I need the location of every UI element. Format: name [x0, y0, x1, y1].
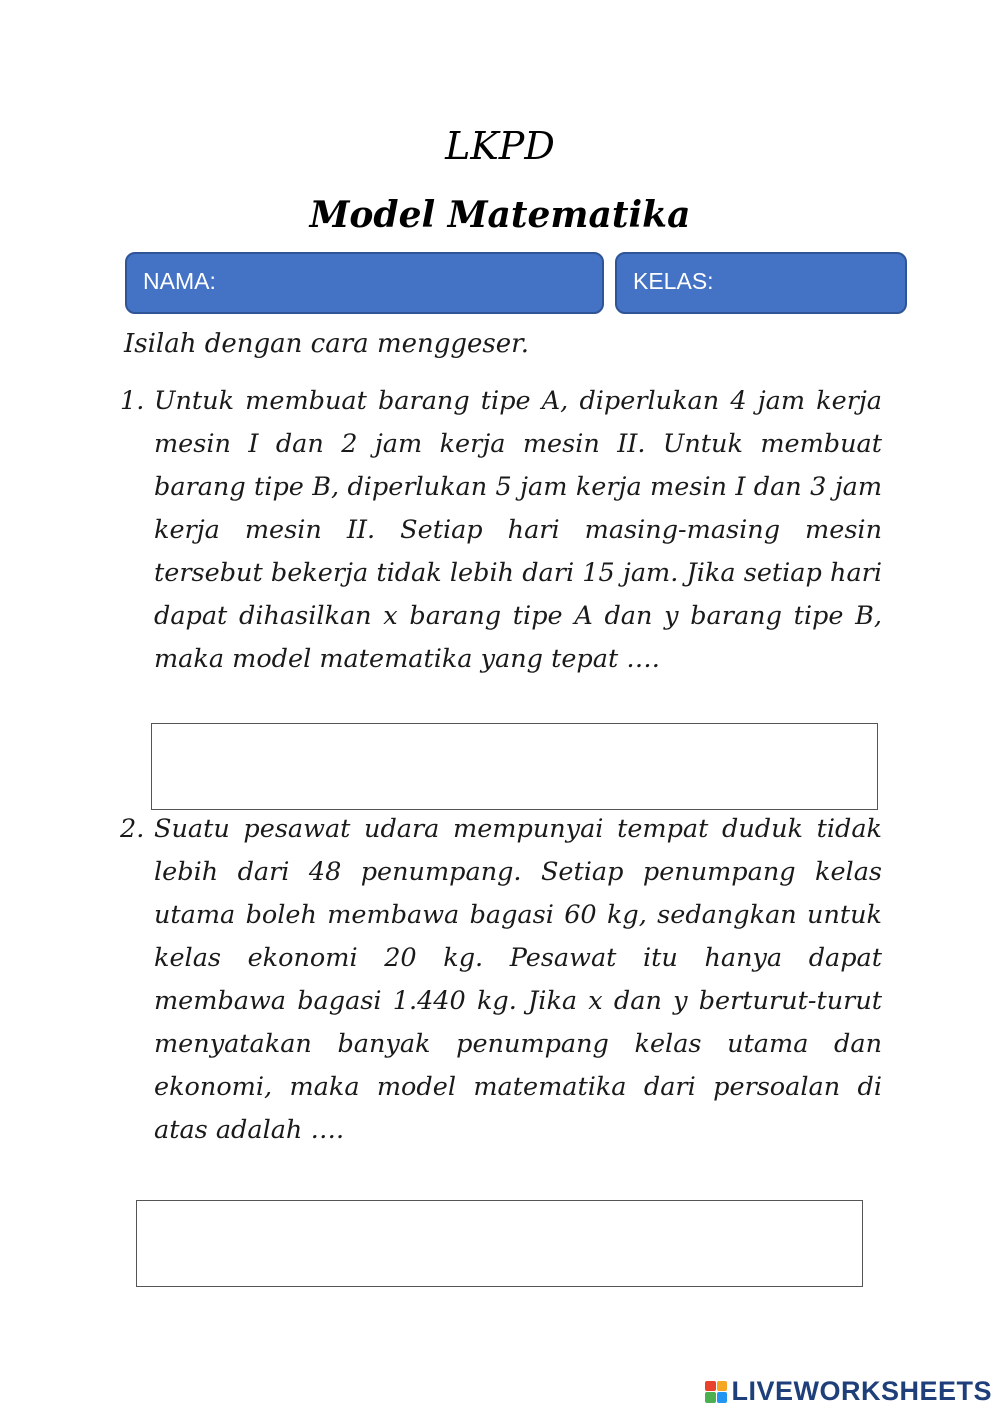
question-1 [120, 380, 882, 681]
name-field[interactable] [125, 252, 604, 314]
logo-square [705, 1381, 716, 1392]
instruction-text: Isilah dengan cara menggeser. [124, 329, 529, 359]
liveworksheets-logo-icon [705, 1381, 727, 1403]
answer-drop-box-2[interactable] [136, 1200, 863, 1287]
name-field-label: NAMA: [143, 268, 216, 294]
logo-square [705, 1392, 716, 1403]
question-2 [120, 808, 882, 1152]
logo-square [717, 1392, 728, 1403]
logo-square [717, 1381, 728, 1392]
liveworksheets-brand [705, 1376, 992, 1407]
answer-drop-box-1[interactable] [151, 723, 878, 810]
question-text: Suatu pesawat udara mempunyai tempat duduk tidak lebih dari 48 penumpang. Setiap penumpang kelas utama boleh membawa bagasi 60 kg, sedangkan untuk kelas ekonomi 20 kg. Pesawat itu hanya dapat membawa bagasi 1.440 kg. Jika x dan y berturut-turut menyatakan banyak penumpang kelas utama dan ekonomi, maka model matematika dari persoalan di atas adalah …. [154, 814, 882, 1145]
question-text: Untuk membuat barang tipe A, diperlukan 4 jam kerja mesin I dan 2 jam kerja mesin II. Untuk membuat barang tipe B, diperlukan 5 jam kerja mesin I dan 3 jam kerja mesin II. Setiap hari masing-masing mesin tersebut bekerja tidak lebih dari 15 jam. Jika setiap hari dapat dihasilkan x barang tipe A dan y barang tipe B, maka model matematika yang tepat …. [154, 386, 882, 674]
class-field[interactable] [615, 252, 907, 314]
worksheet-subtitle: Model Matematika [309, 194, 691, 236]
worksheet-title: LKPD [445, 124, 555, 168]
question-number: 2. [120, 814, 145, 844]
brand-name: LIVEWORKSHEETS [731, 1376, 992, 1406]
class-field-label: KELAS: [633, 268, 714, 294]
question-number: 1. [120, 386, 145, 416]
